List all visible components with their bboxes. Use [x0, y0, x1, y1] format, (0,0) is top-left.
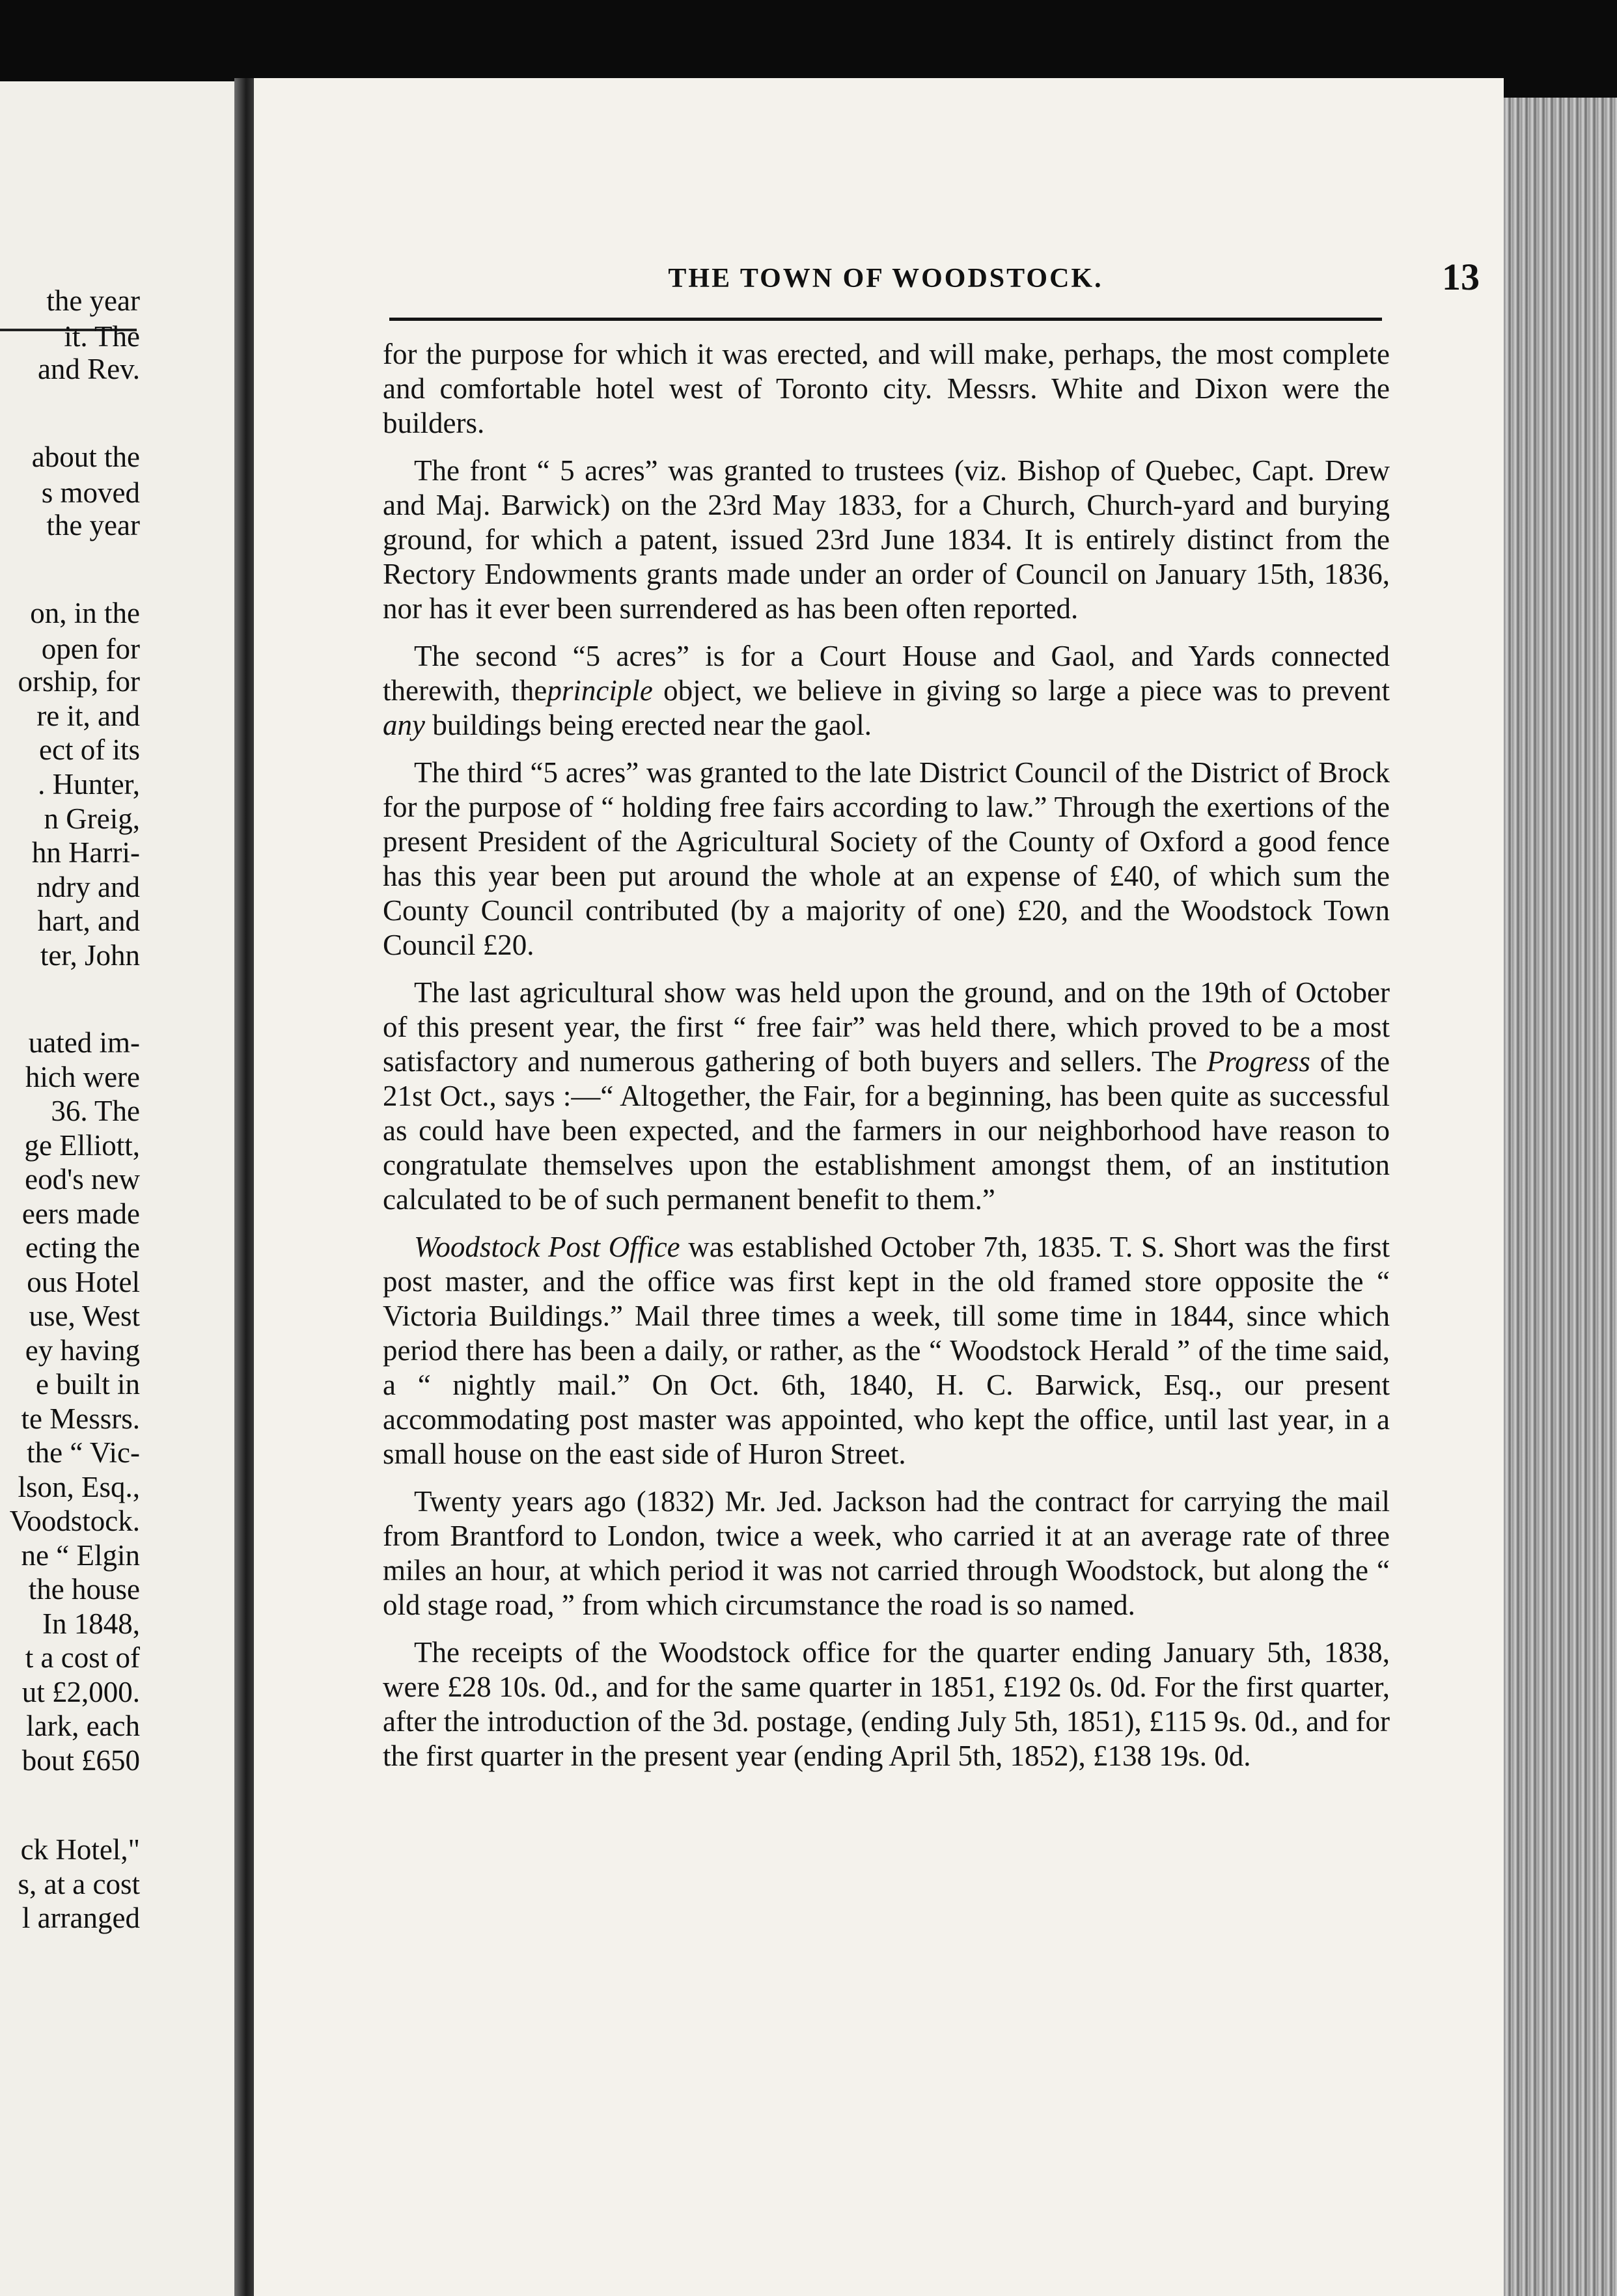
previous-page-line: orship, for: [18, 665, 140, 698]
paragraph-text: of the 21st Oct., says :—“ Altogether, the Fair, for a beginning, has been quite as successful as could have been expected, and the farmers in our neighborhood have reason to congratulate themselves upon the establishment amongst them, of an institution calculated to be of such permanent benefit to them.”: [383, 1045, 1390, 1216]
paragraph-hotel-builders: for the purpose for which it was erected, and will make, perhaps, the most complete and comfortable hotel west of Toronto city. Messrs. White and Dixon were the builders.: [383, 338, 1390, 439]
previous-page-line: t a cost of: [25, 1641, 140, 1674]
header-rule: [389, 318, 1382, 321]
previous-page-line: about the: [31, 441, 140, 473]
previous-page-line: s, at a cost: [18, 1868, 140, 1900]
paragraph-office-receipts: The receipts of the Woodstock office for the quarter ending January 5th, 1838, were £28 10s. 0d., and for the same quarter in 1851, £192 0s. 0d. For the first quarter, after the introduction of the 3d. postage, (ending July 5th, 1851), £115 9s. 0d., and for the first quarter in the present year (ending April 5th, 1852), £138 19s. 0d.: [383, 1636, 1390, 1772]
previous-page-line: ey having: [25, 1334, 140, 1367]
previous-page-line: ter, John: [40, 939, 140, 972]
paragraph-text: object, we believe in giving so large a piece was to prevent: [652, 674, 1390, 707]
previous-page-line: lark, each: [26, 1710, 140, 1742]
previous-page-line: ecting the: [25, 1231, 140, 1264]
previous-page-line: ous Hotel: [27, 1266, 140, 1298]
paragraph-mail-contract: Twenty years ago (1832) Mr. Jed. Jackson had the contract for carrying the mail from Brantford to London, twice a week, who carried it at an average rate of three miles an hour, at which period it was not carried through Woodstock, but along the “ old stage road, ” from which circumstance the road is so named.: [383, 1485, 1390, 1621]
previous-page-line: Voodstock.: [9, 1505, 140, 1537]
previous-page-line: n Greig,: [44, 802, 140, 835]
previous-page-line: ndry and: [36, 871, 140, 903]
previous-page-line: the year: [46, 509, 140, 541]
previous-page-fragment: [0, 81, 234, 2296]
paragraph-text: The last agricultural show was held upon the ground, and on the 19th of October of this present year, the first “ free fair” was held there, which proved to be a most satisfactory and numerous gathering of both buyers and sellers. The: [383, 976, 1390, 1078]
previous-page-line: In 1848,: [42, 1607, 140, 1640]
previous-page-line: use, West: [29, 1300, 140, 1332]
previous-page-line: and Rev.: [37, 353, 140, 385]
previous-page-line: s moved: [41, 476, 140, 509]
previous-page-line: eod's new: [25, 1163, 140, 1196]
previous-page-line: hn Harri-: [31, 836, 140, 869]
paragraph-text: was established October 7th, 1835. T. S. Short was the first post master, and the office was first kept in the old framed store opposite the “ Victoria Buildings.” Mail three times a week, till some time in 1844, since which period there has been a daily, or rather, as the “ Woodstock Herald ” of the time said, a “ nightly mail.” On Oct. 6th, 1840, H. C. Barwick, Esq., our present accommodating post master was appointed, who kept the office, until last year, in a small house on the east side of Huron Street.: [383, 1231, 1390, 1470]
paragraph-free-fair: [383, 976, 1390, 1217]
previous-page-line: the year: [46, 284, 140, 317]
previous-page-line: 36. The: [51, 1095, 140, 1127]
paragraph-second-five-acres: [383, 639, 1390, 743]
previous-page-line: it. The: [64, 320, 140, 353]
paragraph-text: buildings being erected near the gaol.: [424, 709, 872, 741]
emphasis-text: any: [383, 709, 425, 741]
book-gutter: [234, 78, 254, 2296]
previous-page-line: ne “ Elgin: [21, 1539, 140, 1572]
page-number: 13: [1442, 256, 1480, 298]
previous-page-line: ge Elliott,: [24, 1129, 140, 1162]
previous-page-line: ck Hotel,": [20, 1833, 140, 1866]
previous-page-line: uated im-: [28, 1026, 140, 1059]
emphasis-text: principle: [547, 674, 653, 707]
previous-page-line: the “ Vic-: [27, 1436, 140, 1469]
previous-page-line: on, in the: [30, 597, 140, 629]
previous-page-line: re it, and: [36, 700, 140, 732]
previous-page-line: ut £2,000.: [21, 1676, 140, 1708]
newspaper-title: Progress: [1206, 1045, 1310, 1078]
section-lead: Woodstock Post Office: [414, 1231, 680, 1263]
previous-page-line: eers made: [21, 1197, 140, 1230]
paragraph-third-five-acres: The third “5 acres” was granted to the late District Council of the District of Brock for the purpose of “ holding free fairs according to law.” Through the exertions of the present President of the Agricultural Society of the County of Oxford a good fence has this year been put around the whole at an expense of £40, of which sum the County Council contributed (by a majority of one) £20, and the Woodstock Town Council £20.: [383, 756, 1390, 961]
previous-page-line: ect of its: [39, 733, 140, 766]
previous-page-line: e built in: [36, 1368, 140, 1401]
previous-page-line: . Hunter,: [38, 768, 140, 800]
previous-page-line: bout £650: [21, 1744, 140, 1777]
previous-page-line: l arranged: [21, 1902, 140, 1934]
previous-page-line: te Messrs.: [21, 1402, 140, 1435]
previous-page-line: hart, and: [37, 905, 140, 937]
body-text: [383, 337, 1390, 1786]
previous-page-line: open for: [41, 633, 140, 665]
running-title: THE TOWN OF WOODSTOCK.: [668, 264, 1103, 294]
previous-page-line: the house: [28, 1573, 140, 1606]
previous-page-line: lson, Esq.,: [18, 1471, 140, 1503]
previous-page-line: hich were: [25, 1061, 140, 1093]
paragraph-post-office: [383, 1230, 1390, 1471]
book-page: [254, 78, 1504, 2296]
page-header: [389, 253, 1480, 305]
paragraph-front-five-acres: The front “ 5 acres” was granted to trustees (viz. Bishop of Quebec, Capt. Drew and Maj. Barwick) on the 23rd May 1833, for a Church, Church-yard and burying ground, for which a patent, issued 23rd June 1834. It is entirely distinct from the Rectory Endowments grants made under an order of Council on January 15th, 1836, nor has it ever been surrendered as has been often reported.: [383, 454, 1390, 625]
page-edges: [1504, 98, 1617, 2296]
paragraph-text: The second “5 acres” is for a Court House and Gaol, and Yards connected therewith, the: [383, 640, 1390, 707]
